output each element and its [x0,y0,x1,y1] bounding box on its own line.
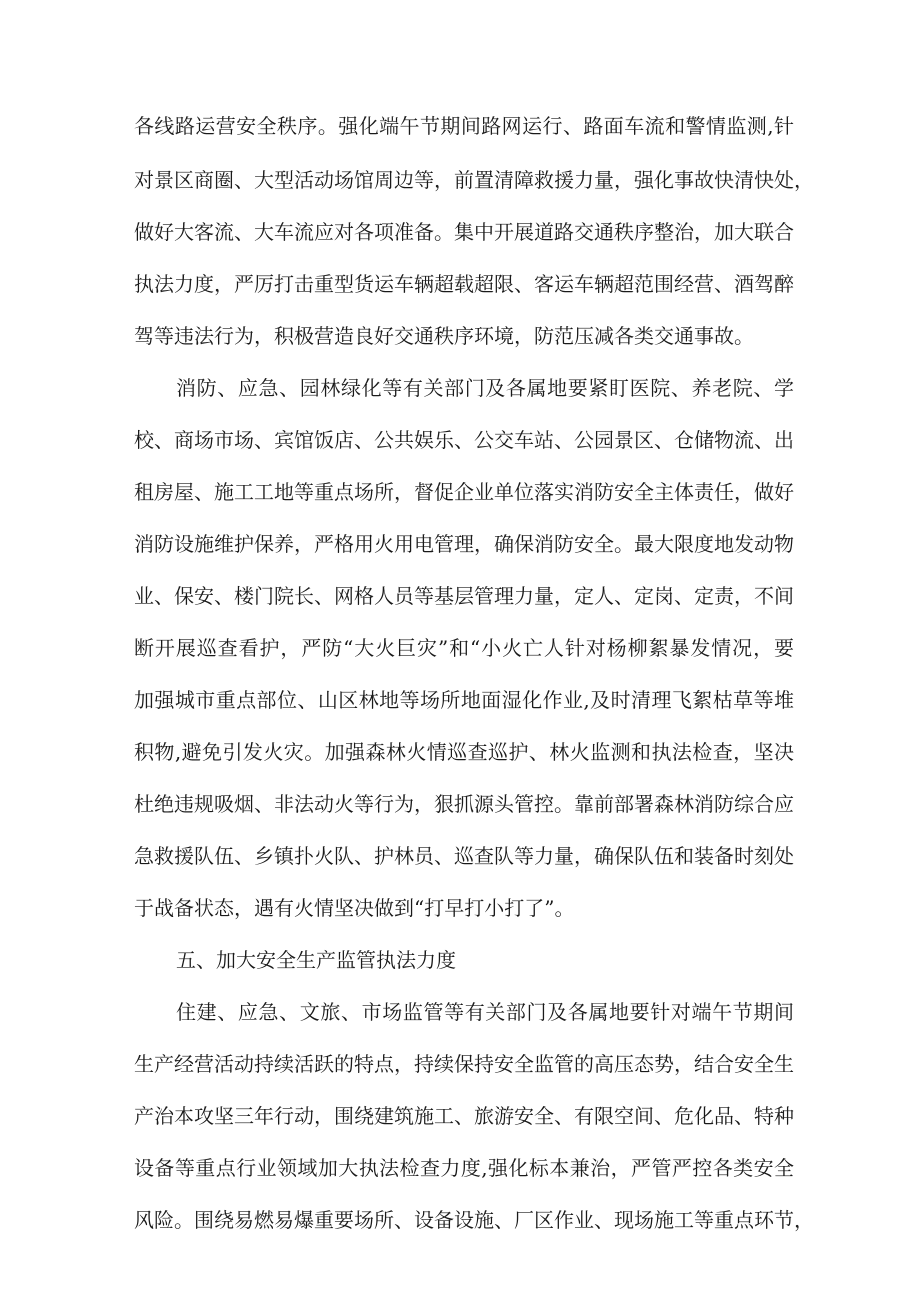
text-line: 设备等重点行业领域加大执法检查力度,强化标本兼治，严管严控各类安全 [134,1156,794,1180]
paragraph-first-line: 住建、应急、文旅、市场监管等有关部门及各属地要针对端午节期间 [176,1000,794,1024]
text-line: 对景区商圈、大型活动场馆周边等，前置清障救援力量，强化事故快清快处， [134,168,814,192]
text-line: 生产经营活动持续活跃的特点，持续保持安全监管的高压态势，结合安全生 [134,1052,794,1076]
text-line: 各线路运营安全秩序。强化端午节期间路网运行、路面车流和警情监测,针 [134,114,794,138]
text-line: 执法力度，严厉打击重型货运车辆超载超限、客运车辆超范围经营、酒驾醉 [134,272,794,296]
paragraph-first-line: 消防、应急、园林绿化等有关部门及各属地要紧盯医院、养老院、学 [176,376,794,400]
text-line: 断开展巡查看护，严防“大火巨灾”和“小火亡人针对杨柳絮暴发情况，要 [134,636,794,660]
text-line: 校、商场市场、宾馆饭店、公共娱乐、公交车站、公园景区、仓储物流、出 [134,428,794,452]
text-line: 风险。围绕易燃易爆重要场所、设备设施、厂区作业、现场施工等重点环节， [134,1208,814,1232]
text-line: 于战备状态，遇有火情坚决做到“打早打小打了”。 [134,896,575,920]
text-line: 驾等违法行为，积极营造良好交通秩序环境，防范压减各类交通事故。 [134,324,754,348]
text-line: 业、保安、楼门院长、网格人员等基层管理力量，定人、定岗、定责，不间 [134,584,794,608]
text-line: 急救援队伍、乡镇扑火队、护林员、巡查队等力量，确保队伍和装备时刻处 [134,844,794,868]
text-line: 杜绝违规吸烟、非法动火等行为，狠抓源头管控。靠前部署森林消防综合应 [134,792,794,816]
text-line: 租房屋、施工工地等重点场所，督促企业单位落实消防安全主体责任，做好 [134,480,794,504]
text-line: 积物,避免引发火灾。加强森林火情巡查巡护、林火监测和执法检查，坚决 [134,740,794,764]
text-line: 做好大客流、大车流应对各项准备。集中开展道路交通秩序整治，加大联合 [134,220,794,244]
text-line: 消防设施维护保养，严格用火用电管理，确保消防安全。最大限度地发动物 [134,532,794,556]
section-heading: 五、加大安全生产监管执法力度 [176,948,456,972]
text-line: 加强城市重点部位、山区林地等场所地面湿化作业,及时清理飞絮枯草等堆 [134,688,794,712]
text-line: 产治本攻坚三年行动，围绕建筑施工、旅游安全、有限空间、危化品、特种 [134,1104,794,1128]
